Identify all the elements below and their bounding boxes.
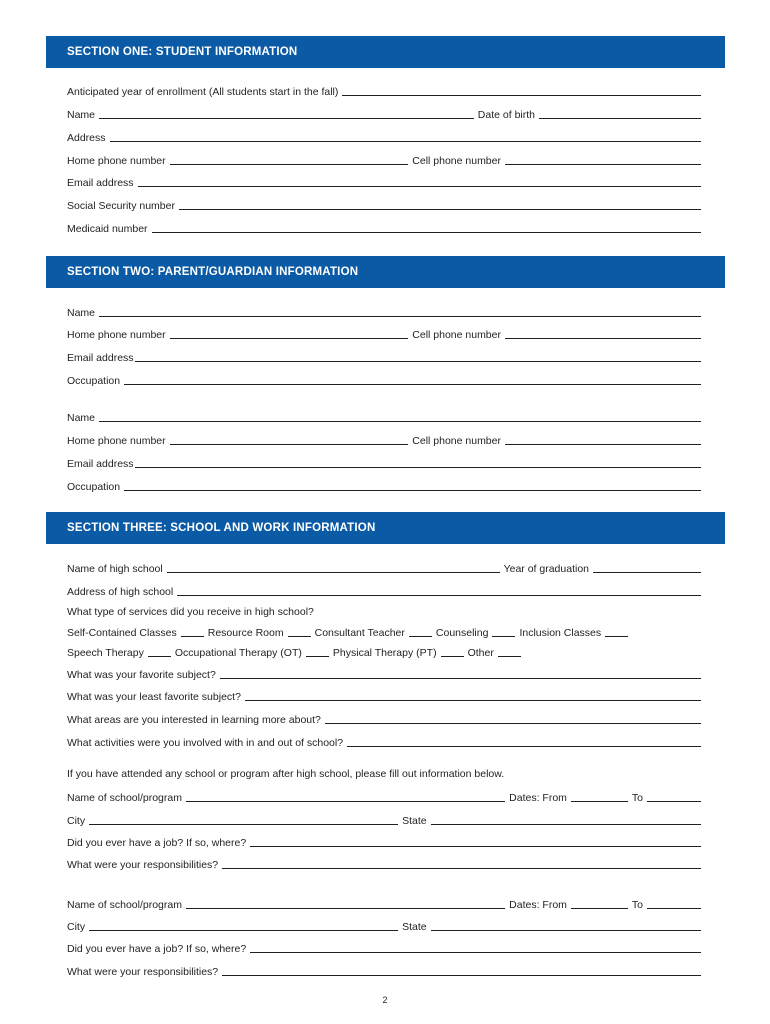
program1-job-row [67, 835, 701, 849]
interests-field[interactable] [325, 723, 701, 724]
service-self-contained-blank[interactable] [181, 636, 204, 637]
program1-state-label: State [402, 815, 427, 827]
dob-label: Date of birth [477, 109, 535, 121]
interests-row [67, 712, 701, 726]
parent2-name-label: Name [67, 412, 96, 424]
program1-to-field[interactable] [647, 801, 701, 802]
favorite-subject-label: What was your favorite subject? [67, 669, 216, 681]
enrollment-row [67, 84, 701, 98]
parent2-phone-row [67, 433, 701, 447]
activities-field[interactable] [347, 746, 701, 747]
program2-responsibilities-label: What were your responsibilities? [67, 966, 219, 978]
section-one-header [46, 36, 725, 68]
after-hs-note: If you have attended any school or program after high school, please fill out information below. [67, 768, 505, 780]
program1-dates-from-label: Dates: From [509, 792, 567, 804]
parent2-cell-phone-field[interactable] [505, 444, 701, 445]
parent2-home-phone-field[interactable] [170, 444, 409, 445]
parent1-name-label: Name [67, 307, 96, 319]
service-counseling-label: Counseling [435, 627, 489, 639]
program2-city-label: City [67, 921, 86, 933]
program2-dates-from-field[interactable] [571, 908, 628, 909]
service-inclusion-label: Inclusion Classes [519, 627, 602, 639]
parent1-occupation-row [67, 373, 701, 387]
graduation-field[interactable] [593, 572, 701, 573]
interests-label: What areas are you interested in learning more about? [67, 714, 321, 726]
section-two-header [46, 256, 725, 288]
service-ot-label: Occupational Therapy (OT) [174, 647, 302, 659]
service-inclusion-blank[interactable] [605, 636, 628, 637]
student-address-field[interactable] [110, 141, 701, 142]
enrollment-label: Anticipated year of enrollment (All students start in the fall) [67, 86, 339, 98]
section-three-header [46, 512, 725, 544]
parent2-email-field[interactable] [135, 467, 701, 468]
parent2-name-field[interactable] [99, 421, 701, 422]
program2-to-label: To [631, 899, 643, 911]
ssn-row [67, 198, 701, 212]
student-home-phone-field[interactable] [170, 164, 409, 165]
program1-row [67, 790, 701, 804]
student-phone-row [67, 153, 701, 167]
favorite-subject-row [67, 667, 701, 681]
services-row-1 [67, 625, 632, 639]
ssn-label: Social Security number [67, 200, 175, 212]
parent2-occupation-field[interactable] [124, 490, 701, 491]
program1-city-row [67, 813, 701, 827]
high-school-label: Name of high school [67, 563, 163, 575]
program2-row [67, 897, 701, 911]
student-home-phone-label: Home phone number [67, 155, 166, 167]
program1-responsibilities-field[interactable] [222, 868, 701, 869]
program1-to-label: To [631, 792, 643, 804]
parent1-phone-row [67, 327, 701, 341]
program1-responsibilities-label: What were your responsibilities? [67, 859, 219, 871]
parent2-occupation-row [67, 479, 701, 493]
least-favorite-row [67, 689, 701, 703]
medicaid-row [67, 221, 701, 235]
graduation-label: Year of graduation [503, 563, 589, 575]
service-consultant-teacher-blank[interactable] [409, 636, 432, 637]
program1-job-field[interactable] [250, 846, 701, 847]
program1-responsibilities-row [67, 857, 701, 871]
program2-dates-from-label: Dates: From [509, 899, 567, 911]
parent1-email-row [67, 350, 701, 364]
parent2-home-phone-label: Home phone number [67, 435, 166, 447]
section-two-title: SECTION TWO: PARENT/GUARDIAN INFORMATION [67, 266, 359, 278]
student-cell-phone-field[interactable] [505, 164, 701, 165]
student-name-row [67, 107, 701, 121]
program2-state-label: State [402, 921, 427, 933]
service-resource-room-label: Resource Room [207, 627, 284, 639]
program1-state-field[interactable] [431, 824, 701, 825]
parent1-email-label: Email address [67, 352, 134, 364]
high-school-row [67, 561, 701, 575]
student-email-field[interactable] [138, 186, 701, 187]
program2-job-field[interactable] [250, 952, 701, 953]
activities-label: What activities were you involved with in and out of school? [67, 737, 344, 749]
parent2-occupation-label: Occupation [67, 481, 121, 493]
program2-state-field[interactable] [431, 930, 701, 931]
dob-field[interactable] [539, 118, 701, 119]
hs-address-label: Address of high school [67, 586, 174, 598]
service-pt-label: Physical Therapy (PT) [332, 647, 437, 659]
student-name-field[interactable] [99, 118, 474, 119]
favorite-subject-field[interactable] [220, 678, 701, 679]
activities-row [67, 735, 701, 749]
student-address-row [67, 130, 701, 144]
service-speech-label: Speech Therapy [67, 647, 144, 659]
medicaid-label: Medicaid number [67, 223, 148, 235]
parent1-home-phone-label: Home phone number [67, 329, 166, 341]
service-speech-blank[interactable] [148, 656, 171, 657]
parent2-cell-phone-label: Cell phone number [412, 435, 501, 447]
least-favorite-label: What was your least favorite subject? [67, 691, 241, 703]
hs-address-row [67, 584, 701, 598]
parent1-name-field[interactable] [99, 316, 701, 317]
program1-label: Name of school/program [67, 792, 182, 804]
program1-city-field[interactable] [89, 824, 398, 825]
page-number: 2 [382, 995, 388, 1005]
program2-responsibilities-row [67, 964, 701, 978]
student-email-row [67, 175, 701, 189]
program1-field[interactable] [186, 801, 505, 802]
hs-address-field[interactable] [177, 595, 701, 596]
parent1-cell-phone-field[interactable] [505, 338, 701, 339]
program2-field[interactable] [186, 908, 505, 909]
services-row-2 [67, 645, 525, 659]
least-favorite-field[interactable] [245, 700, 701, 701]
program2-job-row [67, 941, 701, 955]
medicaid-field[interactable] [152, 232, 701, 233]
service-counseling-blank[interactable] [492, 636, 515, 637]
student-email-label: Email address [67, 177, 134, 189]
high-school-field[interactable] [167, 572, 500, 573]
program1-job-label: Did you ever have a job? If so, where? [67, 837, 247, 849]
program1-dates-from-field[interactable] [571, 801, 628, 802]
parent1-name-row [67, 305, 701, 319]
parent1-email-field[interactable] [135, 361, 701, 362]
service-ot-blank[interactable] [306, 656, 329, 657]
student-cell-phone-label: Cell phone number [412, 155, 501, 167]
parent1-occupation-label: Occupation [67, 375, 121, 387]
program2-responsibilities-field[interactable] [222, 975, 701, 976]
service-pt-blank[interactable] [441, 656, 464, 657]
section-three-title: SECTION THREE: SCHOOL AND WORK INFORMATION [67, 522, 376, 534]
parent2-name-row [67, 410, 701, 424]
student-name-label: Name [67, 109, 96, 121]
parent1-home-phone-field[interactable] [170, 338, 409, 339]
services-question: What type of services did you receive in high school? [67, 606, 314, 618]
section-one-title: SECTION ONE: STUDENT INFORMATION [67, 46, 298, 58]
parent2-email-row [67, 456, 701, 470]
program1-city-label: City [67, 815, 86, 827]
program2-label: Name of school/program [67, 899, 182, 911]
parent2-email-label: Email address [67, 458, 134, 470]
service-consultant-teacher-label: Consultant Teacher [314, 627, 405, 639]
service-self-contained-label: Self-Contained Classes [67, 627, 177, 639]
student-address-label: Address [67, 132, 106, 144]
program2-city-field[interactable] [89, 930, 398, 931]
service-other-label: Other [467, 647, 494, 659]
service-other-blank[interactable] [498, 656, 521, 657]
ssn-field[interactable] [179, 209, 701, 210]
parent1-cell-phone-label: Cell phone number [412, 329, 501, 341]
program2-to-field[interactable] [647, 908, 701, 909]
service-resource-room-blank[interactable] [288, 636, 311, 637]
program2-city-row [67, 919, 701, 933]
program2-job-label: Did you ever have a job? If so, where? [67, 943, 247, 955]
parent1-occupation-field[interactable] [124, 384, 701, 385]
enrollment-field[interactable] [342, 95, 701, 96]
